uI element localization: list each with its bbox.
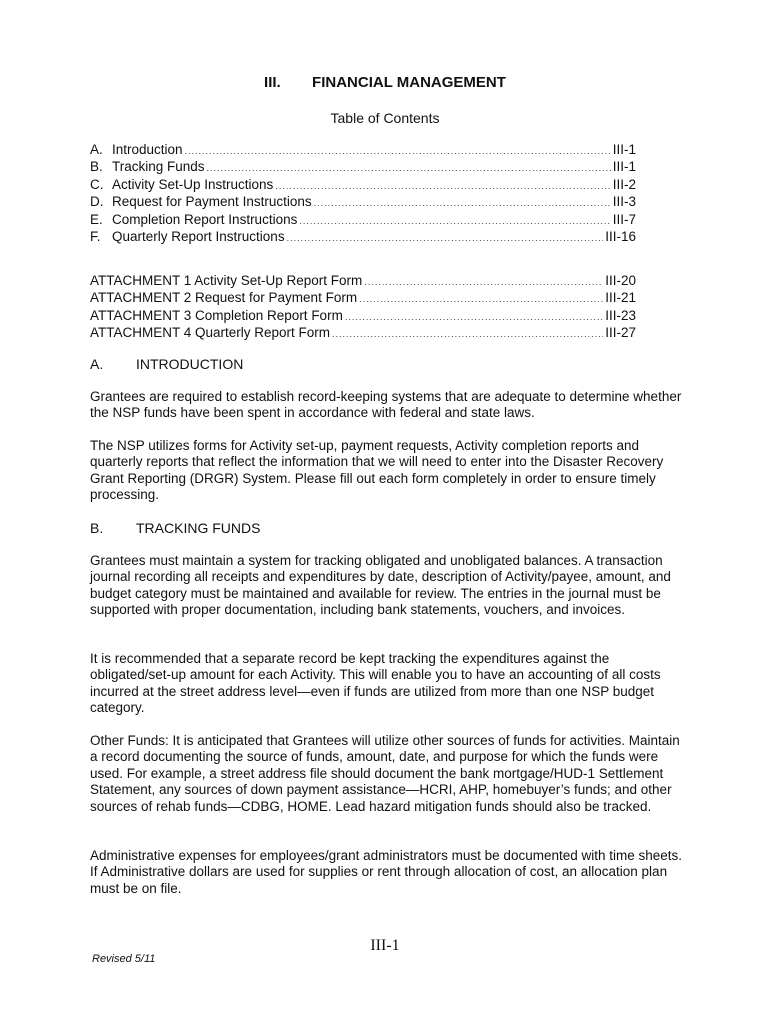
attachment-entry: [90, 308, 636, 325]
toc-entry-page: III-3: [612, 194, 636, 210]
toc-entry: [90, 229, 636, 246]
attachment-entry: [90, 290, 636, 307]
toc-entry-label: Introduction: [112, 142, 183, 157]
toc-entry-letter: D.: [90, 194, 104, 210]
attachment-entry: [90, 273, 636, 290]
section-a-letter: A.: [90, 356, 104, 372]
toc-leader-dots: [364, 274, 603, 290]
attachment-label: ATTACHMENT 2 Request for Payment Form: [90, 290, 358, 306]
section-b-letter: B.: [90, 520, 104, 536]
paragraph-text: Grantees must maintain a system for tracking obligated and unobligated balances. A transaction journal recording all receipts and expenditures by date, description of Activity/payee, amount, and budget category must be maintained and available for review. The entries in the journal must be supported with proper documentation, including bank statements, vouchers, and invoices.: [90, 553, 671, 618]
paragraph-text: It is recommended that a separate record be kept tracking the expenditures against the obligated/set-up amount for each Activity. This will enable you to have an accounting of all costs incurred at the street address level—even if funds are utilized from more than one NSP budget category.: [90, 651, 661, 716]
toc-entry-page: III-2: [612, 176, 636, 192]
heading-number: III.: [264, 74, 281, 91]
toc-leader-dots: [299, 213, 610, 229]
paragraph-text: The NSP utilizes forms for Activity set-up, payment requests, Activity completion reports and quarterly reports that reflect the information that we will need to enter into the Disaster Recovery Grant Reporting (DRGR) System. Please fill out each form completely in order to ensure timely processing.: [90, 438, 664, 503]
paragraph-text: Grantees are required to establish record-keeping systems that are adequate to determine whether the NSP funds have been spent in accordance with federal and state laws.: [90, 389, 682, 421]
toc-entry-letter: C.: [90, 176, 104, 192]
toc-entry-label: Activity Set-Up Instructions: [112, 176, 274, 192]
paragraph: [90, 848, 690, 897]
paragraph: [90, 651, 690, 717]
toc-leader-dots: [345, 309, 603, 325]
paragraph: [90, 438, 690, 504]
section-a-title: INTRODUCTION: [136, 356, 244, 372]
attachments-list: [90, 273, 636, 343]
toc-entry-page: III-16: [605, 229, 636, 245]
toc-entry: [90, 177, 636, 194]
attachment-label: ATTACHMENT 4 Quarterly Report Form: [90, 325, 331, 341]
paragraph: [90, 553, 690, 619]
heading-title: FINANCIAL MANAGEMENT: [312, 74, 506, 91]
toc-leader-dots: [314, 195, 611, 211]
toc-entry-label: Quarterly Report Instructions: [112, 229, 285, 245]
table-of-contents: [90, 142, 636, 246]
toc-entry-label: Request for Payment Instructions: [112, 194, 312, 210]
paragraph-text: Other Funds: It is anticipated that Grantees will utilize other sources of funds for activities. Maintain a record documenting the source of funds, amount, date, and purpose for which the funds were used. For example, a street address file should document the bank mortgage/HUD-1 Settlement Statement, any sources of down payment assistance—HCRI, AHP, homebuyer’s funds; and other sources of rehab funds—CDBG, HOME. Lead hazard mitigation funds should also be tracked.: [90, 733, 680, 814]
toc-leader-dots: [207, 160, 611, 176]
section-b-heading: [90, 520, 260, 536]
attachment-entry: [90, 325, 636, 342]
toc-entry-letter: F.: [90, 229, 101, 245]
paragraph: [90, 389, 690, 422]
toc-entry: [90, 142, 636, 159]
attachment-page: III-20: [605, 273, 636, 288]
paragraph-text: Administrative expenses for employees/grant administrators must be documented with time sheets. If Administrative dollars are used for supplies or rent through allocation of cost, an allocation plan must be on file.: [90, 848, 683, 896]
toc-entry-page: III-7: [612, 211, 636, 227]
section-b-title: TRACKING FUNDS: [136, 520, 261, 536]
revision-note: Revised 5/11: [92, 953, 156, 965]
toc-entry: [90, 159, 636, 176]
page-heading: [0, 74, 770, 91]
toc-entry-letter: A.: [90, 142, 103, 157]
toc-leader-dots: [275, 178, 610, 194]
page-number: III-1: [370, 937, 400, 954]
toc-leader-dots: [359, 291, 603, 307]
attachment-label: ATTACHMENT 3 Completion Report Form: [90, 307, 343, 323]
toc-entry-letter: E.: [90, 211, 103, 227]
attachment-page: III-21: [605, 290, 636, 306]
attachment-page: III-27: [605, 325, 636, 341]
paragraph: [90, 733, 690, 815]
toc-entry: [90, 212, 636, 229]
toc-leader-dots: [185, 143, 611, 159]
toc-entry-letter: B.: [90, 159, 103, 175]
section-a-heading: [90, 356, 243, 372]
toc-entry-page: III-1: [612, 142, 636, 157]
toc-entry-label: Tracking Funds: [112, 159, 205, 175]
attachment-label: ATTACHMENT 1 Activity Set-Up Report Form: [90, 273, 363, 288]
toc-leader-dots: [332, 326, 603, 342]
toc-entry: [90, 194, 636, 211]
toc-entry-page: III-1: [612, 159, 636, 175]
toc-title: Table of Contents: [330, 110, 440, 126]
toc-leader-dots: [287, 230, 604, 246]
toc-entry-label: Completion Report Instructions: [112, 211, 298, 227]
attachment-page: III-23: [605, 307, 636, 323]
